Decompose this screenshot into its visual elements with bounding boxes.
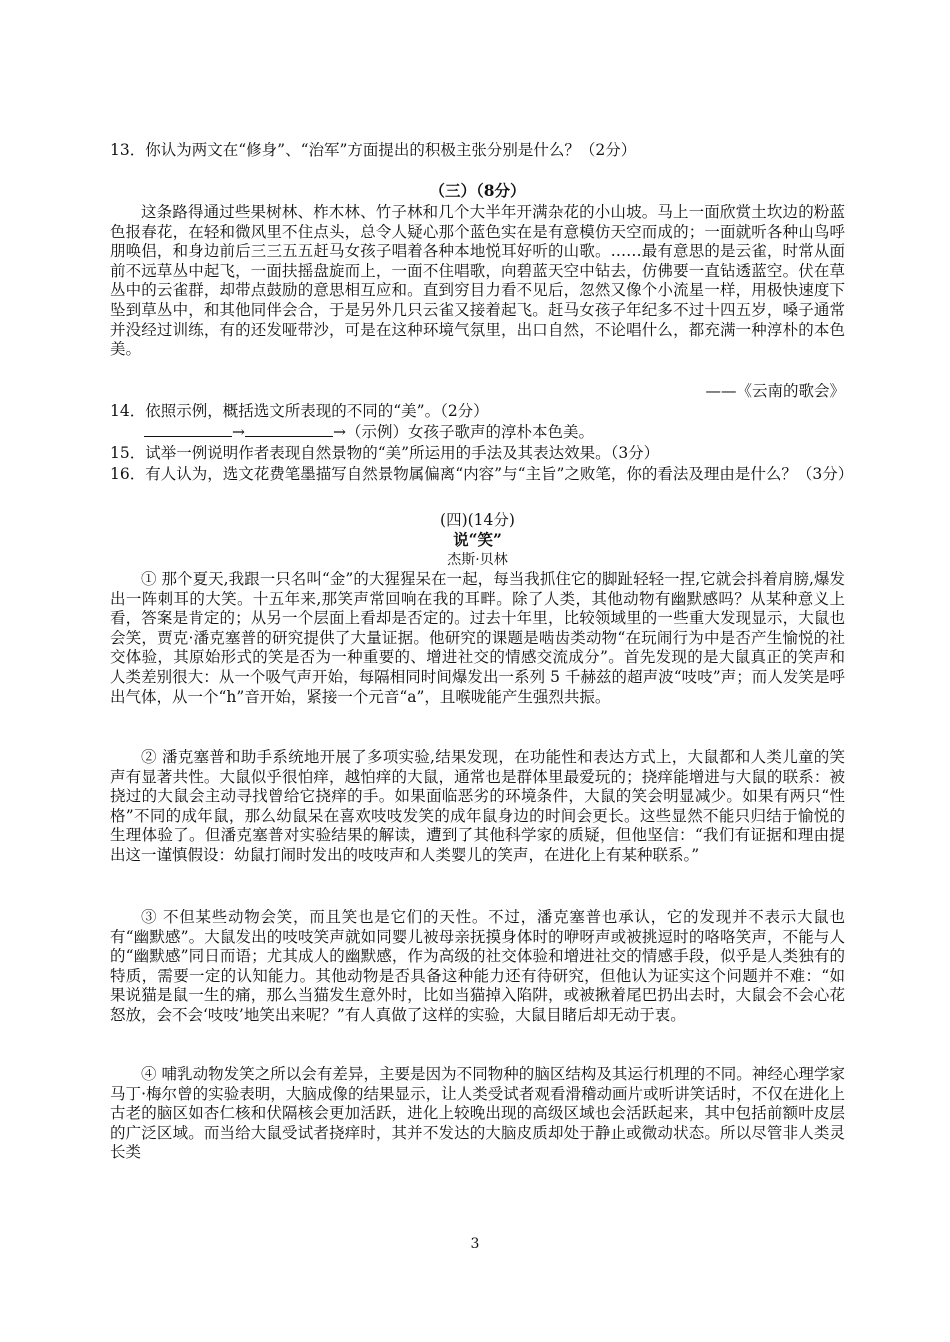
page-number: 3 [470,1236,480,1252]
article-title: 说“笑” [453,530,502,549]
answer-blank-1[interactable] [144,422,232,437]
paragraph-4: ④ 哺乳动物发笑之所以会有差异，主要是因为不同物种的脑区结构及其运行机理的不同。神经心理学家马丁·梅尔曾的实验表明，大脑成像的结果显示，让人类受试者观看滑稽动画片或听讲笑话时，不仅在进化上古老的脑区如杏仁核和伏隔核会更加活跃，进化上较晚出现的高级区域也会活跃起来，其中包括前额叶皮层的广泛区域。而当给大鼠受试者挠痒时，其并不发达的大脑皮质却处于静止或微动状态。所以尽管非人类灵长类 [110,1065,845,1162]
section-4-title: (四)(14分) [440,511,515,529]
question-14: 14．依照示例，概括选文所表现的不同的“美”。（2分） [110,402,489,420]
paragraph-1: ① 那个夏天,我跟一只名叫“金”的大猩猩呆在一起，每当我抓住它的脚趾轻轻一捏,它就会抖着肩膀,爆发出一阵刺耳的大笑。十五年来,那笑声常回响在我的耳畔。除了人类，其他动物有幽默感吗？从某种意义上看，答案是肯定的；从另一个层面上看却是否定的。过去十年里，比较领域里的一些重大发现显示，大鼠也会笑，贾克·潘克塞普的研究提供了大量证据。他研究的课题是啮齿类动物“在玩闹行为中是否产生愉悦的社交体验，其原始形式的笑是否为一种重要的、增进社交的情感交流成分”。首先发现的是大鼠真正的笑声和人类差别很大：从一个吸气声开始，每隔相同时间爆发出一系列 5 千赫兹的超声波“吱吱”声；而人发笑是呼出气体，从一个“h”音开始，紧接一个元音“a”，且喉咙能产生强烈共振。 [110,570,845,706]
section-3-title: （三）（8分） [429,181,526,200]
question-15: 15．试举一例说明作者表现自然景物的“美”所运用的手法及其表达效果。（3分） [110,444,660,462]
example-answer: →（示例）女孩子歌声的淳朴本色美。 [333,423,594,441]
article-author: 杰斯·贝林 [447,552,508,568]
answer-blank-2[interactable] [245,422,333,437]
section-3-source: ——《云南的歌会》 [705,382,845,400]
arrow-1: → [232,423,245,441]
question-13: 13．你认为两文在“修身”、“治军”方面提出的积极主张分别是什么？（2分） [110,141,637,159]
paragraph-2: ② 潘克塞普和助手系统地开展了多项实验,结果发现，在功能性和表达方式上，大鼠都和人类儿童的笑声有显著共性。大鼠似乎很怕痒，越怕痒的大鼠，通常也是群体里最爱玩的；挠痒能增进与大鼠的联系：被挠过的大鼠会主动寻找曾给它挠痒的手。如果面临恶劣的环境条件，大鼠的笑会明显减少。如果有两只“性格”不同的成年鼠，那么幼鼠呆在喜欢吱吱发笑的成年鼠身边的时间会更长。这些显然不能只归结于愉悦的生理体验了。但潘克塞普对实验结果的解读，遭到了其他科学家的质疑，但他坚信：“我们有证据和理由提出这一谨慎假设：幼鼠打闹时发出的吱吱声和人类婴儿的笑声，在进化上有某种联系。” [110,748,845,864]
paragraph-3: ③ 不但某些动物会笑，而且笑也是它们的天性。不过，潘克塞普也承认，它的发现并不表示大鼠也有“幽默感”。大鼠发出的吱吱笑声就如同婴儿被母亲抚摸身体时的咿呀声或被挑逗时的咯咯笑声，不能与人的“幽默感”同日而语；尤其成人的幽默感，作为高级的社交体验和增进社交的情感手段，似乎是人类独有的特质，需要一定的认知能力。其他动物是否具备这种能力还有待研究，但他认为证实这个问题并不难：“如果说猫是鼠一生的痛，那么当猫发生意外时，比如当猫掉入陷阱，或被揪着尾巴扔出去时，大鼠会不会心花怒放，会不会‘吱吱’地笑出来呢？”有人真做了这样的实验，大鼠目睹后却无动于衷。 [110,908,845,1024]
section-3-passage: 这条路得通过些果树林、柞木林、竹子林和几个大半年开满杂花的小山坡。马上一面欣赏土坎边的粉蓝色报春花，在轻和微风里不住点头，总令人疑心那个蓝色实在是有意模仿天空而成的；一面就听各种山鸟呼朋唤侣，和身边前后三三五五赶马女孩子唱着各种本地悦耳好听的山歌。……最有意思的是云雀，时常从面前不远草丛中起飞，一面扶摇盘旋而上，一面不住唱歌，向碧蓝天空中钻去，仿佛要一直钻透蓝空。伏在草丛中的云雀群，却带点鼓励的意思相互应和。直到穷目力看不见后，忽然又像个小流星一样，用极快速度下坠到草丛中，和其他同伴会合，于是另外几只云雀又接着起飞。赶马女孩子年纪多不过十四五岁，嗓子通常并没经过训练，有的还发哑带沙，可是在这种环境气氛里，出口自然，不论唱什么，都充满一种淳朴的本色美。 [110,203,845,359]
question-16: 16．有人认为，选文花费笔墨描写自然景物属偏离“内容”与“主旨”之败笔，你的看法及理由是什么？（3分） [110,465,854,483]
question-14-answer-line [144,422,594,442]
